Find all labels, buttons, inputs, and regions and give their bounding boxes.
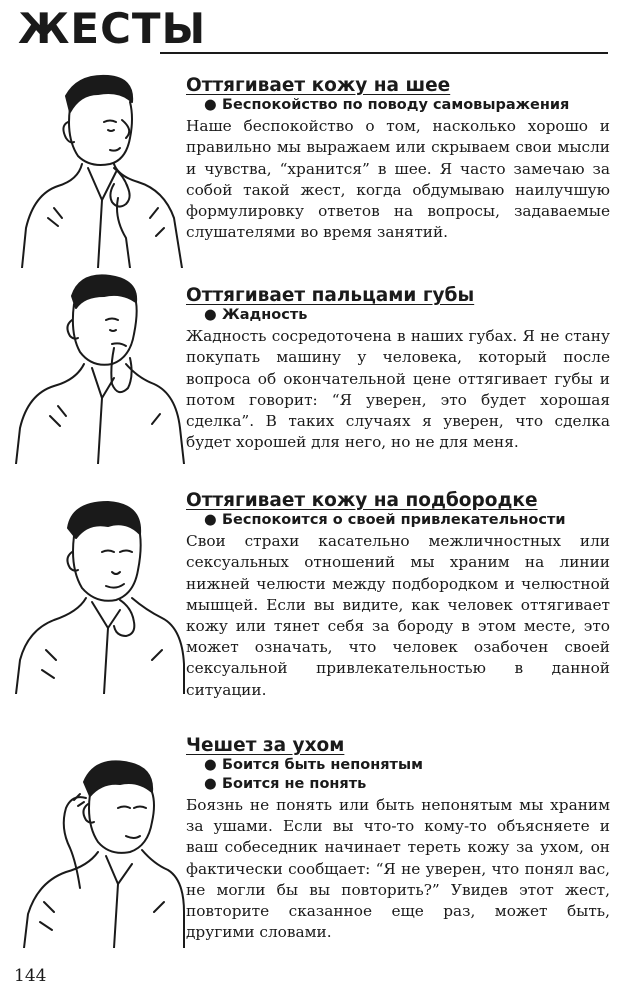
bullet-dot-icon: ● xyxy=(204,757,217,774)
section-bullet: ● Беспокоится о своей привлекательности xyxy=(204,512,566,529)
section-body: Боязнь не понять или быть непонятым мы храним за ушами. Если вы что-то кому-то объясняете и ваш собеседник начинает тереть кожу за ухом, он фактически сообщает: “Я не уверен, что понял вас, не могли бы вы повторить?” Увидев этот жест, повторите сказанное еще раз, может быть, другими словами. xyxy=(186,795,610,942)
man-pulling-chin-skin-illustration xyxy=(12,494,186,694)
man-scratching-behind-ear-illustration xyxy=(14,752,186,948)
section-title: Чешет за ухом xyxy=(186,735,345,756)
bullet-dot-icon: ● xyxy=(204,776,217,793)
bullet-dot-icon: ● xyxy=(204,97,217,114)
section-behind-ear xyxy=(186,735,610,943)
section-title: Оттягивает кожу на шее xyxy=(186,75,451,96)
section-bullet: ● Боится не понять xyxy=(204,776,367,793)
section-title: Оттягивает пальцами губы xyxy=(186,285,475,306)
section-bullet: ● Беспокойство по поводу самовыражения xyxy=(204,97,570,114)
section-neck-skin xyxy=(186,75,610,243)
section-body: Жадность сосредоточена в наших губах. Я не стану покупать машину у человека, который после вопроса об окончательной цене оттягивает губы и потом говорит: “Я уверен, это будет хорошая сделка”. В таких случаях я уверен, что сделка будет хорошей для него, но не для меня. xyxy=(186,327,610,452)
section-body: Свои страхи касательно межличностных или сексуальных отношений мы храним на линии нижней челюсти между подбородком и челюстной мышцей. Если вы видите, как человек оттягивает кожу или тянет себя за бороду в этом месте, это может означать, что человек озабочен своей сексуальной привлекательностью в данной ситуации. xyxy=(186,532,610,699)
bullet-dot-icon: ● xyxy=(204,512,217,529)
bullet-dot-icon: ● xyxy=(204,307,217,324)
man-pulling-neck-skin-illustration xyxy=(18,68,186,268)
section-title: Оттягивает кожу на подбородке xyxy=(186,490,538,511)
title-divider xyxy=(160,52,608,54)
section-bullet: ● Жадность xyxy=(204,307,308,324)
page-title: ЖЕСТЫ xyxy=(18,4,207,53)
man-pulling-lips-illustration xyxy=(14,268,186,464)
section-body: Наше беспокойство о том, насколько хорошо и правильно мы выражаем или скрываем свои мысли и чувства, “хранится” в шее. Я часто замечаю за собой такой жест, когда обдумываю наилучшую формулировку ответов на вопросы, задаваемые слушателями во время занятий. xyxy=(186,117,610,242)
section-chin-skin xyxy=(186,490,610,701)
page-number: 144 xyxy=(14,966,47,986)
section-lips xyxy=(186,285,610,453)
section-bullet: ● Боится быть непонятым xyxy=(204,757,423,774)
